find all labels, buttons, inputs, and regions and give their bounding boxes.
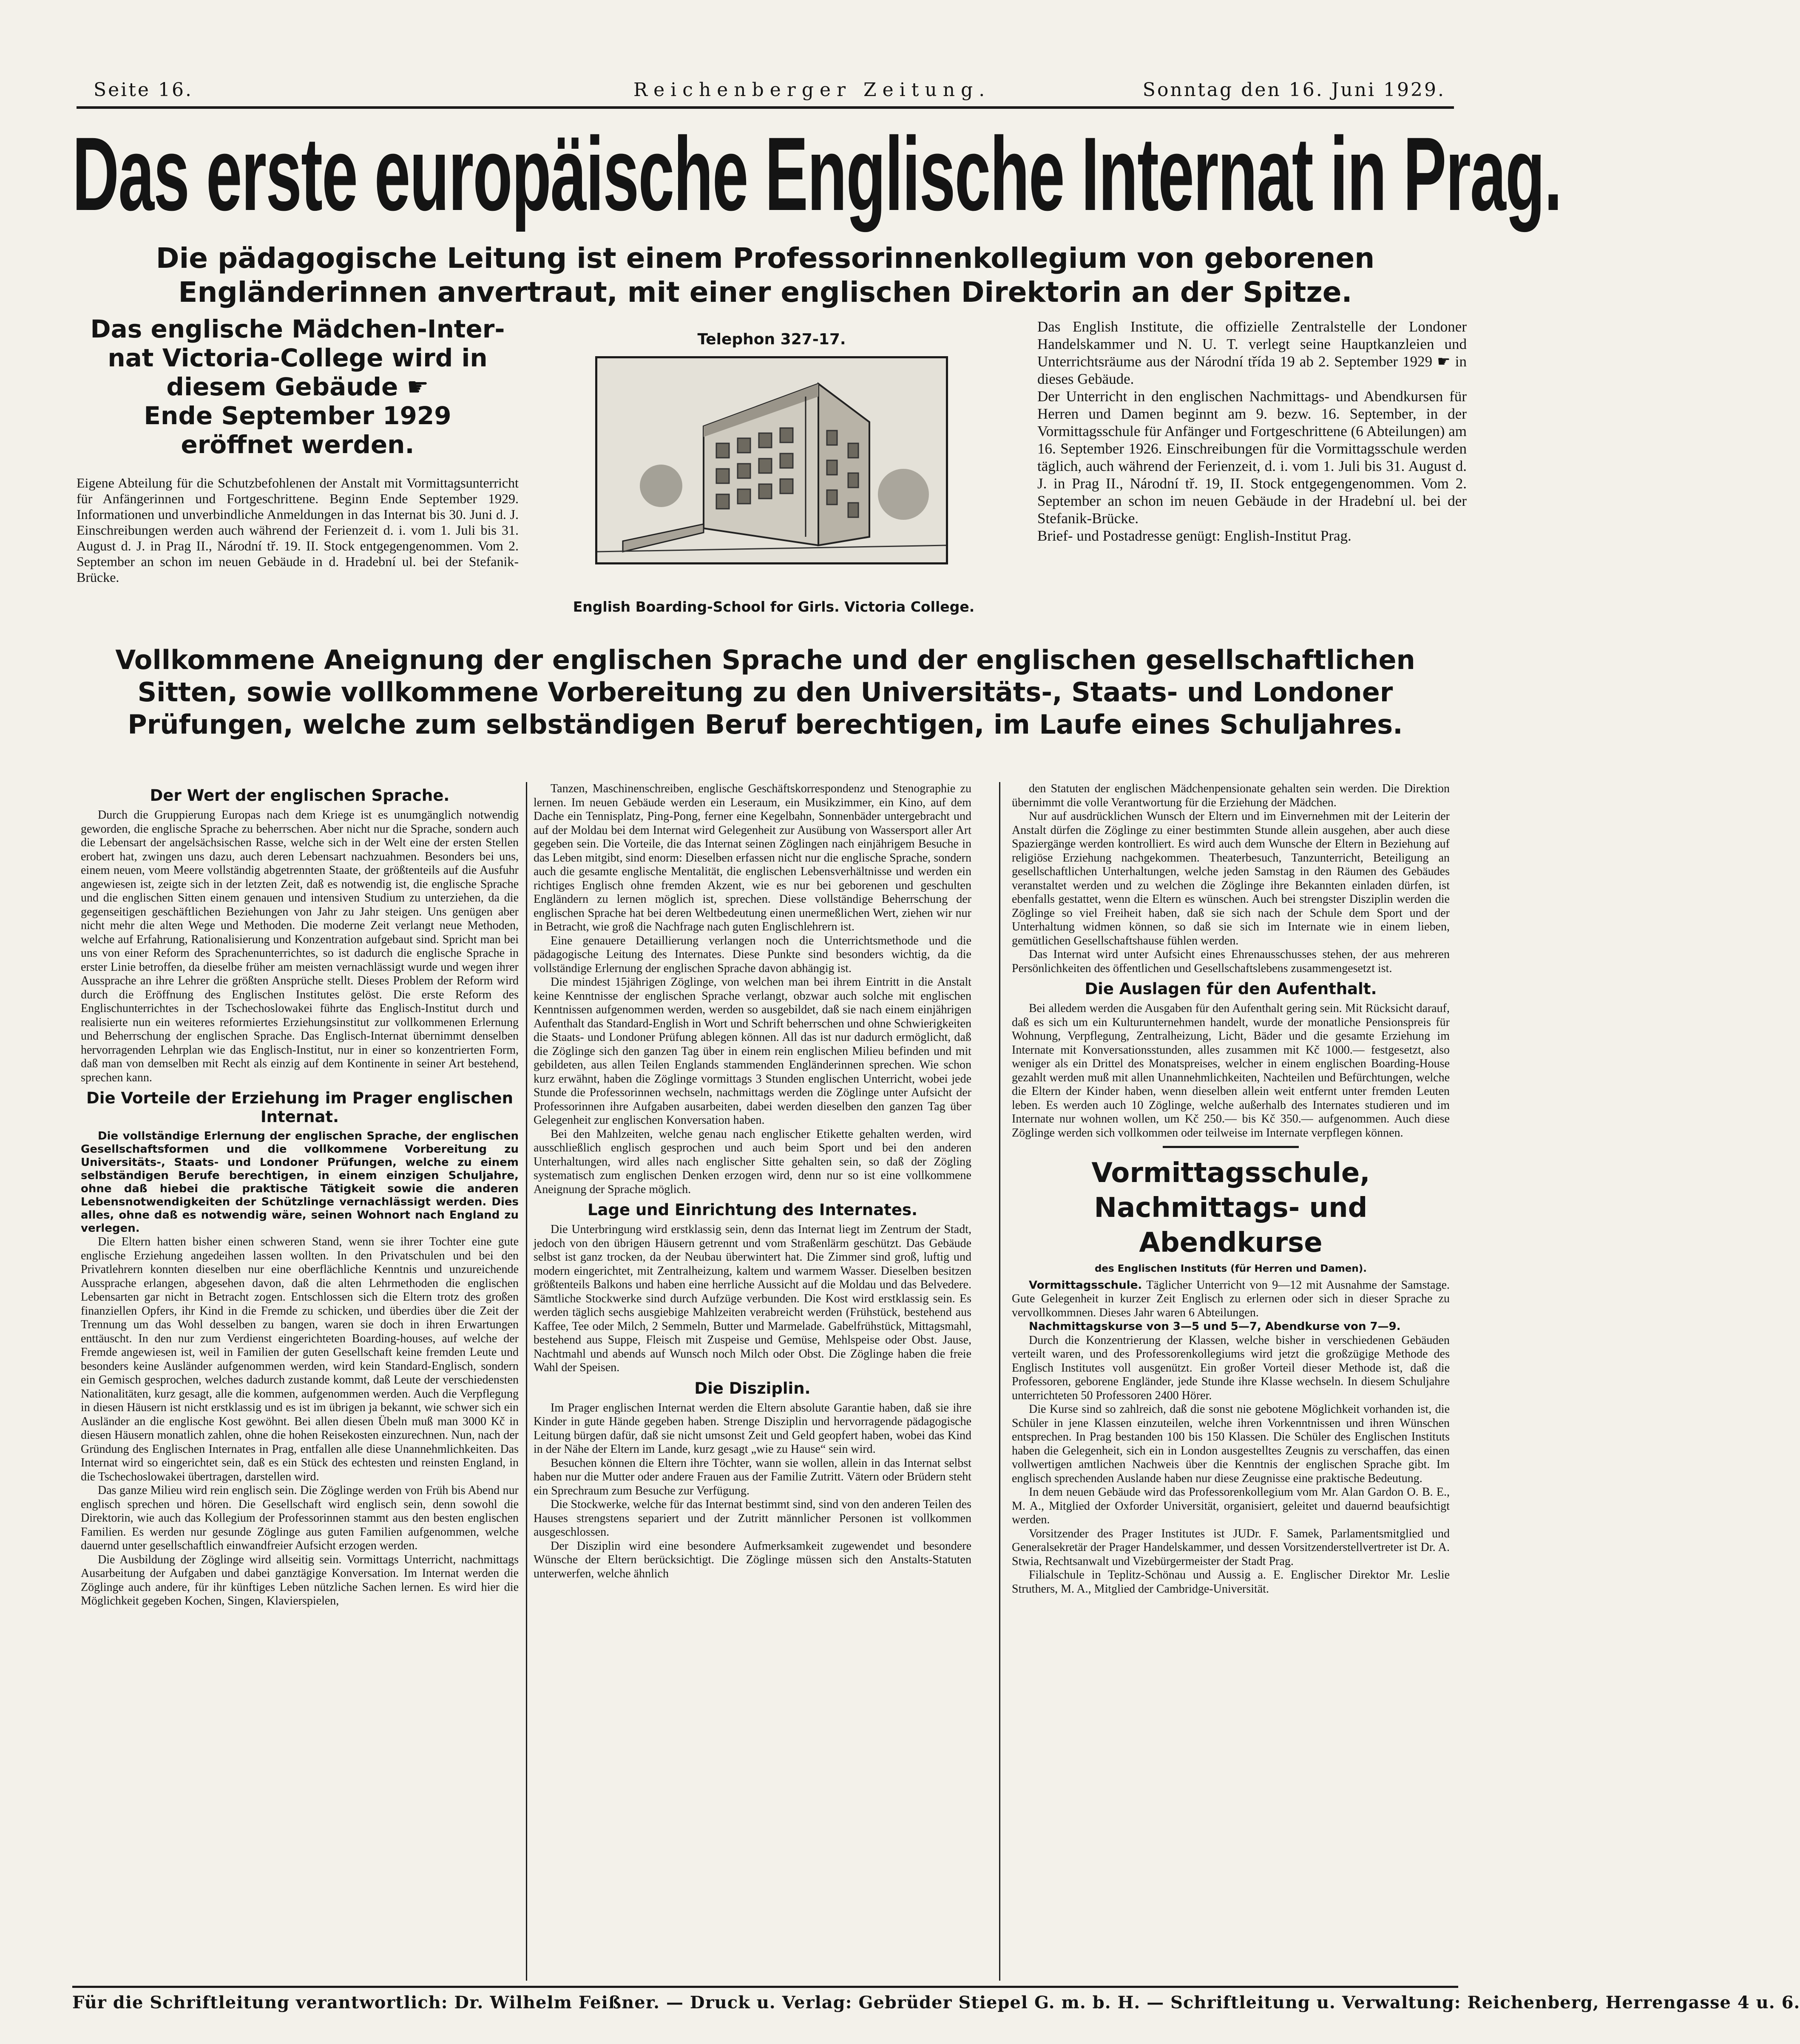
english-institute-paragraph: Der Unterricht in den englischen Nachmittags- und Abendkursen für Herren und Damen beginnt am 9. bezw. 16. September, in der Vormittagsschule für Anfänger und Fortgeschrittene (6 Abteilungen) am 16. September 1926. Einschreibungen für die Vormittagsschule werden täglich, auch während der Ferienzeit, d. i. vom 1. Juli bis 31. August d. J. in Prag II., Národní tř. 19, II. Stock entgegengenommen. Vom 2. September an schon im neuen Gebäude in der Hradební ul. bei der Stefanik-Brücke. [1037, 388, 1467, 527]
article-paragraph: Tanzen, Maschinenschreiben, englische Geschäftskorrespondenz und Stenographie zu lernen. Im neuen Gebäude werden ein Leseraum, ein Musikzimmer, ein Kino, auf dem Dache ein Tennisplatz, Ping-Pong, ferner eine Kegelbahn, Sonnenbäder untergebracht und auf der Moldau bei dem Internat wird Gelegenheit zur Ausübung von Wassersport aller Art gegeben sein. Die Vorteile, die das Internat seinen Zöglingen nach einjährigem Besuche in das Leben mitgibt, sind enorm: Dieselben erfassen nicht nur die englische Sprache, sondern auch die gesamte englische Mentalität, die englischen Lebensverhältnisse und werden ein richtiges Englisch ohne fremden Akzent, wie es nur bei geborenen und geschulten Engländern zu lernen möglich ist, sprechen. Diese vollständige Beherrschung der englischen Sprache hat bei deren Weltbedeutung einen unermeßlichen Wert, ziehen wir nur in Betracht, wie groß die Nachfrage nach guten Englischlehrern ist. [534, 782, 971, 933]
middle-headline: Vollkommene Aneignung der englischen Sprache und der englischen gesellschaftlichen Sitten, sowie vollkommene Vorbereitung zu den Universitäts-, Staats- und Londoner Prüfungen, welche zum selbständigen Beruf berechtigen, im Laufe eines Schuljahres. [115, 644, 1415, 740]
column-2 [534, 782, 971, 1581]
article-paragraph: Im Prager englischen Internat werden die Eltern absolute Garantie haben, daß sie ihre Kinder in gute Hände gegeben haben. Strenge Disziplin und hervorragende pädagogische Leitung bürgen dafür, daß sie nicht umsonst Zeit und Geld geopfert haben, wobei das Kind in der Nähe der Eltern im Lande, kurz gesagt „wie zu Hause“ sein wird. [534, 1401, 971, 1456]
victoria-college-title [77, 315, 519, 459]
telephone-number: Telephon 327-17. [697, 331, 846, 348]
section-heading: Die Vorteile der Erziehung im Prager englischen Internat. [86, 1089, 513, 1126]
article-paragraph: Das ganze Milieu wird rein englisch sein. Die Zöglinge werden von Früh bis Abend nur englisch sprechen und hören. Die Gesellschaft wird englisch sein, denn sowohl die Direktorin, wie auch das Kollegium der Professorinnen stammt aus den besten englischen Familien. Es werden nur gesunde Zöglinge aus guten Familien aufgenommen, welche dauernd unter gesellschaftlich einwandfreier Aufsicht erzogen werden. [81, 1484, 519, 1552]
page-number: Seite 16. [94, 79, 193, 101]
article-paragraph: Bei alledem werden die Ausgaben für den Aufenthalt gering sein. Mit Rücksicht darauf, daß es sich um ein Kulturunternehmen handelt, wurde der monatliche Pensionspreis für Wohnung, Verpflegung, Zentralheizung, Licht, Bäder und die gesamte Erziehung im Internate mit Konversationsstunden, alles zusammen mit Kč 1000.— festgesetzt, also weniger als ein Drittel des Monatspreises, welcher in einem englischen Boarding-House gezahlt werden muß mit allen Unannehmlichkeiten, Nachteilen und Befürchtungen, welche die Eltern der Kinder haben, wenn dieselben allein weit entfernt unter fremden Leuten leben. Es werden auch 10 Zöglinge, welche außerhalb des Internates studieren und im Internate nur wohnen wollen, um Kč 250.— bis Kč 350.— aufgenommen. Auch diese Zöglinge werden sich vollkommen oder teilweise im Internate verpflegen können. [1012, 1002, 1450, 1140]
victoria-title-line: eröffnet werden. [181, 430, 415, 459]
newspaper-name: Reichenberger Zeitung. [633, 79, 991, 101]
article-paragraph: Die Ausbildung der Zöglinge wird allseitig sein. Vormittags Unterricht, nachmittags Ausarbeitung der Aufgaben und dabei ganztägige Konversation. Im Internat werden die Zöglinge auch andere, für ihr künftiges Leben nützliche Sachen lernen. Es wird hier die Möglichkeit gegeben Kochen, Singen, Klavierspielen, [81, 1553, 519, 1607]
victoria-title-line: nat Victoria-College wird in [108, 343, 488, 372]
article-paragraph: Besuchen können die Eltern ihre Töchter, wann sie wollen, allein in das Internat selbst haben nur die Mutter oder andere Frauen aus der Familie Zutritt. Vätern oder Brüdern steht ein Sprechraum zum Besuche zur Verfügung. [534, 1456, 971, 1497]
article-paragraph: Bei den Mahlzeiten, welche genau nach englischer Etikette gehalten werden, wird ausschließlich englisch gesprochen und auch beim Sport und bei den anderen Unterhaltungen, wird alles nach englischer Sitte gehalten sein, so daß der Zögling systematisch zum englischen Denken erzogen wird, denn nur so ist eine vollkommene Aneignung der Sprache möglich. [534, 1127, 971, 1196]
article-paragraph: Die Eltern hatten bisher einen schweren Stand, wenn sie ihrer Tochter eine gute englische Erziehung angedeihen lassen wollten. In den Privatschulen und bei den Privatlehrern konnten dieselben nur eine oberflächliche Kenntnis und unzureichende Aussprache erlangen, abgesehen davon, daß die alten Lehrmethoden die englischen Lebensarten gar nicht in Betracht zogen. Entschlossen sich die Eltern trotz des großen finanziellen Opfers, ihr Kind in die Fremde zu schicken, und überdies über die Zeit der Trennung um das Wohl desselben zu bangen, waren sie doch in ihren Erwartungen enttäuscht. In den nur zum Verdienst eingerichteten Boarding-houses, auf welche der Fremde angewiesen ist, weil in Familien der guten Gesellschaft keine fremden Leute und besonders keine Ausländer aufgenommen werden, wird kein Standard-Englisch, sondern ein Gemisch gesprochen, welches dadurch zustande kommt, daß Leute der verschiedensten Nationalitäten, kurz gesagt, alle die kommen, aufgenommen werden. Auch die Verpflegung in diesen Häusern ist nicht erstklassig und es ist im übrigen ja bekannt, wie schwer sich ein Ausländer an die englische Kost gewöhnt. Bei allen diesen Übeln muß man 3000 Kč in diesen Häusern monatlich zahlen, ohne die hohen Reisekosten einzurechnen. Nun, nach der Gründung des Englischen Internates in Prag, entfallen alle diese Unannehmlichkeiten. Das Internat wird so eingerichtet sein, daß es ein Stück des echtesten und reinsten England, in die Tschechoslowakei übertragen, darstellen wird. [81, 1235, 519, 1483]
section-heading: Die Auslagen für den Aufenthalt. [1085, 980, 1377, 998]
column-rule [526, 782, 527, 1981]
article-paragraph: den Statuten der englischen Mädchenpensionate gehalten sein werden. Die Direktion übernimmt die volle Verantwortung für die Erziehung der Mädchen. [1012, 782, 1450, 809]
issue-date: Sonntag den 16. Juni 1929. [1142, 79, 1445, 101]
english-institute-paragraph: Das English Institute, die offizielle Zentralstelle der Londoner Handelskammer und N. U. T. verlegt seine Hauptkanzleien und Unterrichtsräume aus der Národní třída 19 ab 2. September 1929 ☛ in dieses Gebäude. [1037, 318, 1467, 387]
section-heading: Die Disziplin. [694, 1379, 811, 1398]
article-paragraph: Durch die Konzentrierung der Klassen, welche bisher in verschiedenen Gebäuden verteilt waren, und des Professorenkollegiums wird jetzt die großzügige Methode des Englisch Institutes voll ausgenützt. Ein großer Vorteil dieser Methode ist, daß die Professoren, geborene Engländer, jede Stunde ihre Klasse wechseln. In diesem Schuljahre unterrichteten 50 Professoren 2400 Hörer. [1012, 1333, 1450, 1402]
victoria-title-line: Das englische Mädchen-Inter- [90, 315, 505, 343]
article-paragraph: Durch die Gruppierung Europas nach dem Kriege ist es unumgänglich notwendig geworden, die englische Sprache zu beherrschen. Aber nicht nur die Sprache, sondern auch die Lebensart der angelsächsischen Rasse, welche sich in der Welt eine der ersten Stellen erobert hat, zwingen uns dazu, auch deren Lebensart nachzuahmen. Besonders bei uns, einem neuen, vom Meere vollständig abgetrennten Staate, der größtenteils auf die Ausfuhr angewiesen ist, zeigte sich in der letzten Zeit, daß es notwendig ist, die englische Sprache und die englischen Sitten einem genauen und intensiven Studium zu unterziehen, da die gegenseitigen geschäftlichen Beziehungen von Jahr zu Jahr steigen. Uns genügen aber nicht mehr die alten Wege und Methoden. Die moderne Zeit verlangt neue Methoden, welche auf Erfahrung, Rationalisierung und Konzentration aufgebaut sind. Spricht man bei uns von einer Reform des Sprachenunterrichtes, so ist dadurch die englische Sprache in erster Linie betroffen, da dieselbe früher am meisten vernachlässigt wurde und wegen ihrer Aussprache an ihre Lehrer die größten Ansprüche stellt. Dieses Problem der Reform wird durch die Eröffnung des Englischen Institutes gelöst. Die erste Reform des Englischunterrichtes in der Tschechoslowakei führte das Englisch-Institut durch und realisierte nun ein weiteres reformiertes Erziehungsinstitut zur vollkommenen Erlernung und Beherrschung der englischen Sprache. Das Englisch-Internat übernimmt denselben hervorragenden Lehrplan wie das Englisch-Institut, nur in einer so konzentrierten Form, daß man von demselben mit Recht als einzig auf dem Kontinente in seiner Art bestehend, sprechen kann. [81, 808, 519, 1084]
main-headline: Das erste europäische Englische Internat in Prag. [72, 116, 1562, 232]
course-label: Vormittagsschule. [1029, 1279, 1142, 1292]
header-rule [77, 106, 1454, 109]
article-paragraph: In dem neuen Gebäude wird das Professorenkollegium vom Mr. Alan Gardon O. B. E., M. A., Mitglied der Oxforder Universität, organisiert, geleitet und dauernd beaufsichtigt werden. [1012, 1486, 1450, 1526]
article-paragraph: Die Kurse sind so zahlreich, daß die sonst nie gebotene Möglichkeit vorhanden ist, die Schüler in jene Klassen einzuteilen, welche ihren Vorkenntnissen und ihren Wünschen entsprechen. In Prag bestanden 100 bis 150 Klassen. Die Schüler des Englischen Instituts haben die Gelegenheit, sich ein in London ausgestelltes Zeugnis zu verschaffen, das einen vollwertigen amtlichen Nachweis über die Kenntnis der englischen Sprache gibt. Im englisch sprechenden Auslande haben nur diese Zeugnisse eine praktische Bedeutung. [1012, 1403, 1450, 1485]
imprint-footer: Für die Schriftleitung verantwortlich: Dr. Wilhelm Feißner. — Druck u. Verlag: Gebrüder Stiepel G. m. b. H. — Schriftleitung u. Verwaltung: Reichenberg, Herrengasse 4 u. 6. [72, 1993, 1800, 2013]
english-institute-notice [1037, 318, 1467, 544]
article-paragraph: Die Unterbringung wird erstklassig sein, denn das Internat liegt im Zentrum der Stadt, jedoch von den übrigen Häusern getrennt und vom Straßenlärm geschützt. Das Gebäude selbst ist ganz trocken, da der Neubau überwintert hat. Die Zimmer sind groß, luftig und modern eingerichtet, mit Zentralheizung, kaltem und warmem Wasser. Dieselben besitzen größtenteils Balkons und haben eine herrliche Aussicht auf die Moldau und das Belvedere. Sämtliche Stockwerke sind durch Aufzüge verbunden. Die Kost wird erstklassig sein. Es werden täglich sechs ausgiebige Mahlzeiten verabreicht werden (Frühstück, bestehend aus Kaffee, Tee oder Milch, 2 Semmeln, Butter und Marmelade. Gabelfrühstück, Mittagsmahl, bestehend aus Suppe, Fleisch mit Zuspeise und Gemüse, Mehlspeise oder Obst. Jause, Nachtmahl und abends auf Wunsch noch Milch oder Obst. Die Zöglinge haben die freie Wahl der Speisen. [534, 1223, 971, 1374]
article-paragraph: Filialschule in Teplitz-Schönau und Aussig a. E. Englischer Direktor Mr. Leslie Struthers, M. A., Mitglied der Cambridge-Universität. [1012, 1568, 1450, 1596]
lead-paragraph: Die vollständige Erlernung der englischen Sprache, der englischen Gesellschaftsformen und die vollkommene Vorbereitung zu Universitäts-, Staats- und Londoner Prüfungen, welche zu einem selbständigen Berufe berechtigen, in einem einzigen Schuljahre, ohne daß hiebei die praktische Tätigkeit sowie die anderen Lebensnotwendigkeiten der Schützlinge vernachlässigt werden. Dies alles, ohne daß es notwendig wäre, seinen Wohnort nach England zu verlegen. [81, 1130, 519, 1235]
picture-caption: English Boarding-School for Girls. Victoria College. [573, 598, 975, 615]
article-paragraph: Nur auf ausdrücklichen Wunsch der Eltern und im Einvernehmen mit der Leiterin der Anstalt dürfen die Zöglinge zu einer bestimmten Stunde allein ausgehen, aber auch diese Spaziergänge werden kontrolliert. Es wird auch dem Wunsche der Eltern in Beziehung auf religiöse Erziehung nachgekommen. Theaterbesuch, Tanzunterricht, Beteiligung an gesellschaftlichen Unterhaltungen, welche jeden Samstag in den Räumen des Gebäudes veranstaltet werden und zu welchen die Zöglinge ihre Bekannten einladen dürfen, ist ebenfalls gestattet, wenn die Eltern es wünschen. Auch bei strengster Disziplin werden die Zöglinge so viel Freiheit haben, daß sie sich nach der Schule dem Sport und der Unterhaltung widmen können, so daß sie sich im Internate wie in einem lieben, gemütlichen Gesellschaftshause fühlen werden. [1012, 810, 1450, 947]
article-paragraph: Das Internat wird unter Aufsicht eines Ehrenausschusses stehen, der aus mehreren Persönlichkeiten des öffentlichen und Gesellschaftslebens zusammengesetzt ist. [1012, 948, 1450, 975]
english-institute-paragraph: Brief- und Postadresse genügt: English-Institut Prag. [1037, 527, 1351, 544]
course-label: Nachmittagskurse von 3—5 und 5—7, Abendkurse von 7—9. [1029, 1320, 1401, 1333]
course-text: Täglicher Unterricht von 9—12 mit Ausnahme der Samstage. Gute Gelegenheit in kurzer Zeit Englisch zu erlernen oder sich in dieser Sprache zu vervollkommnen. Dieses Jahr waren 6 Abteilungen. [1012, 1278, 1450, 1319]
building-illustration [595, 356, 948, 564]
victoria-title-line: diesem Gebäude ☛ [166, 372, 429, 401]
courses-subheading: des Englischen Instituts (für Herren und Damen). [1094, 1263, 1367, 1274]
article-paragraph: Die mindest 15jährigen Zöglinge, von welchen man bei ihrem Eintritt in die Anstalt keine Kenntnisse der englischen Sprache verlangt, obzwar auch solche mit englischen Kenntnissen aufgenommen werden, werden so ausgebildet, daß sie nach einem einjährigen Aufenthalt das Standard-English in Wort und Schrift beherrschen und ohne Schwierigkeiten die Staats- und Londoner Prüfung ablegen können. All das ist nur dadurch ermöglicht, daß die Zöglinge sich den ganzen Tag über in einem rein englischen Milieu befinden und mit gebildeten, aus allen Teilen Englands stammenden Engländerinnen sprechen. Wie schon kurz erwähnt, haben die Zöglinge vormittags 3 Stunden englischen Unterricht, wobei jede Stunde die Professorinnen wechseln, nachmittags werden die Zöglinge unter Aufsicht der Professorinnen ihre Aufgaben ausarbeiten, dabei werden dieselben den ganzen Tag über Gelegenheit zur englischen Konversation haben. [534, 975, 971, 1127]
article-paragraph [1012, 1320, 1450, 1334]
building-drawing [597, 358, 946, 562]
footer-rule [72, 1986, 1458, 1988]
victoria-college-text: Eigene Abteilung für die Schutzbefohlenen der Anstalt mit Vormittagsunterricht für Anfängerinnen und Fortgeschrittene. Beginn Ende September 1929. Informationen und unverbindliche Anmeldungen in das Internat bis 30. Juni d. J. Einschreibungen werden auch während der Ferienzeit d. i. vom 1. Juli bis 31. August d. J. in Prag II., Národní tř. 19. II. Stock entgegengenommen. Vom 2. September an schon im neuen Gebäude in d. Hradební ul. bei der Stefanik-Brücke. [77, 475, 519, 585]
courses-heading: Vormittagsschule, Nachmittags- und Abendkurse [1091, 1157, 1370, 1259]
section-heading: Der Wert der englischen Sprache. [150, 786, 450, 805]
article-paragraph: Die Stockwerke, welche für das Internat bestimmt sind, sind von den anderen Teilen des Hauses strengstens separiert und der Zutritt männlicher Personen ist vollkommen ausgeschlossen. [534, 1498, 971, 1539]
column-1 [81, 782, 519, 1608]
column-rule [999, 782, 1000, 1981]
article-paragraph: Eine genauere Detaillierung verlangen noch die Unterrichtsmethode und die pädagogische Leitung des Internates. Diese Punkte sind besonders wichtig, da die vollständige Erlernung der englischen Sprache davon abhängig ist. [534, 934, 971, 975]
sub-headline: Die pädagogische Leitung ist einem Professorinnenkollegium von geborenen Engländerinnen anvertraut, mit einer englischen Direktorin an der Spitze. [156, 242, 1375, 309]
section-divider [1163, 1146, 1299, 1148]
victoria-title-line: Ende September 1929 [144, 401, 451, 430]
article-paragraph: Der Disziplin wird eine besondere Aufmerksamkeit zugewendet und besondere Wünsche der Eltern berücksichtigt. Die Zöglinge müssen sich den Anstalts-Statuten unterwerfen, welche ähnlich [534, 1539, 971, 1580]
section-heading: Lage und Einrichtung des Internates. [587, 1201, 918, 1219]
running-header [77, 76, 1454, 105]
column-3 [1012, 782, 1450, 1596]
article-paragraph: Vorsitzender des Prager Institutes ist JUDr. F. Samek, Parlamentsmitglied und Generalsekretär der Prager Handelskammer, und dessen Vorsitzenderstellvertreter ist Dr. A. Stwia, Rechtsanwalt und Vizebürgermeister der Stadt Prag. [1012, 1527, 1450, 1568]
article-paragraph [1012, 1279, 1450, 1320]
